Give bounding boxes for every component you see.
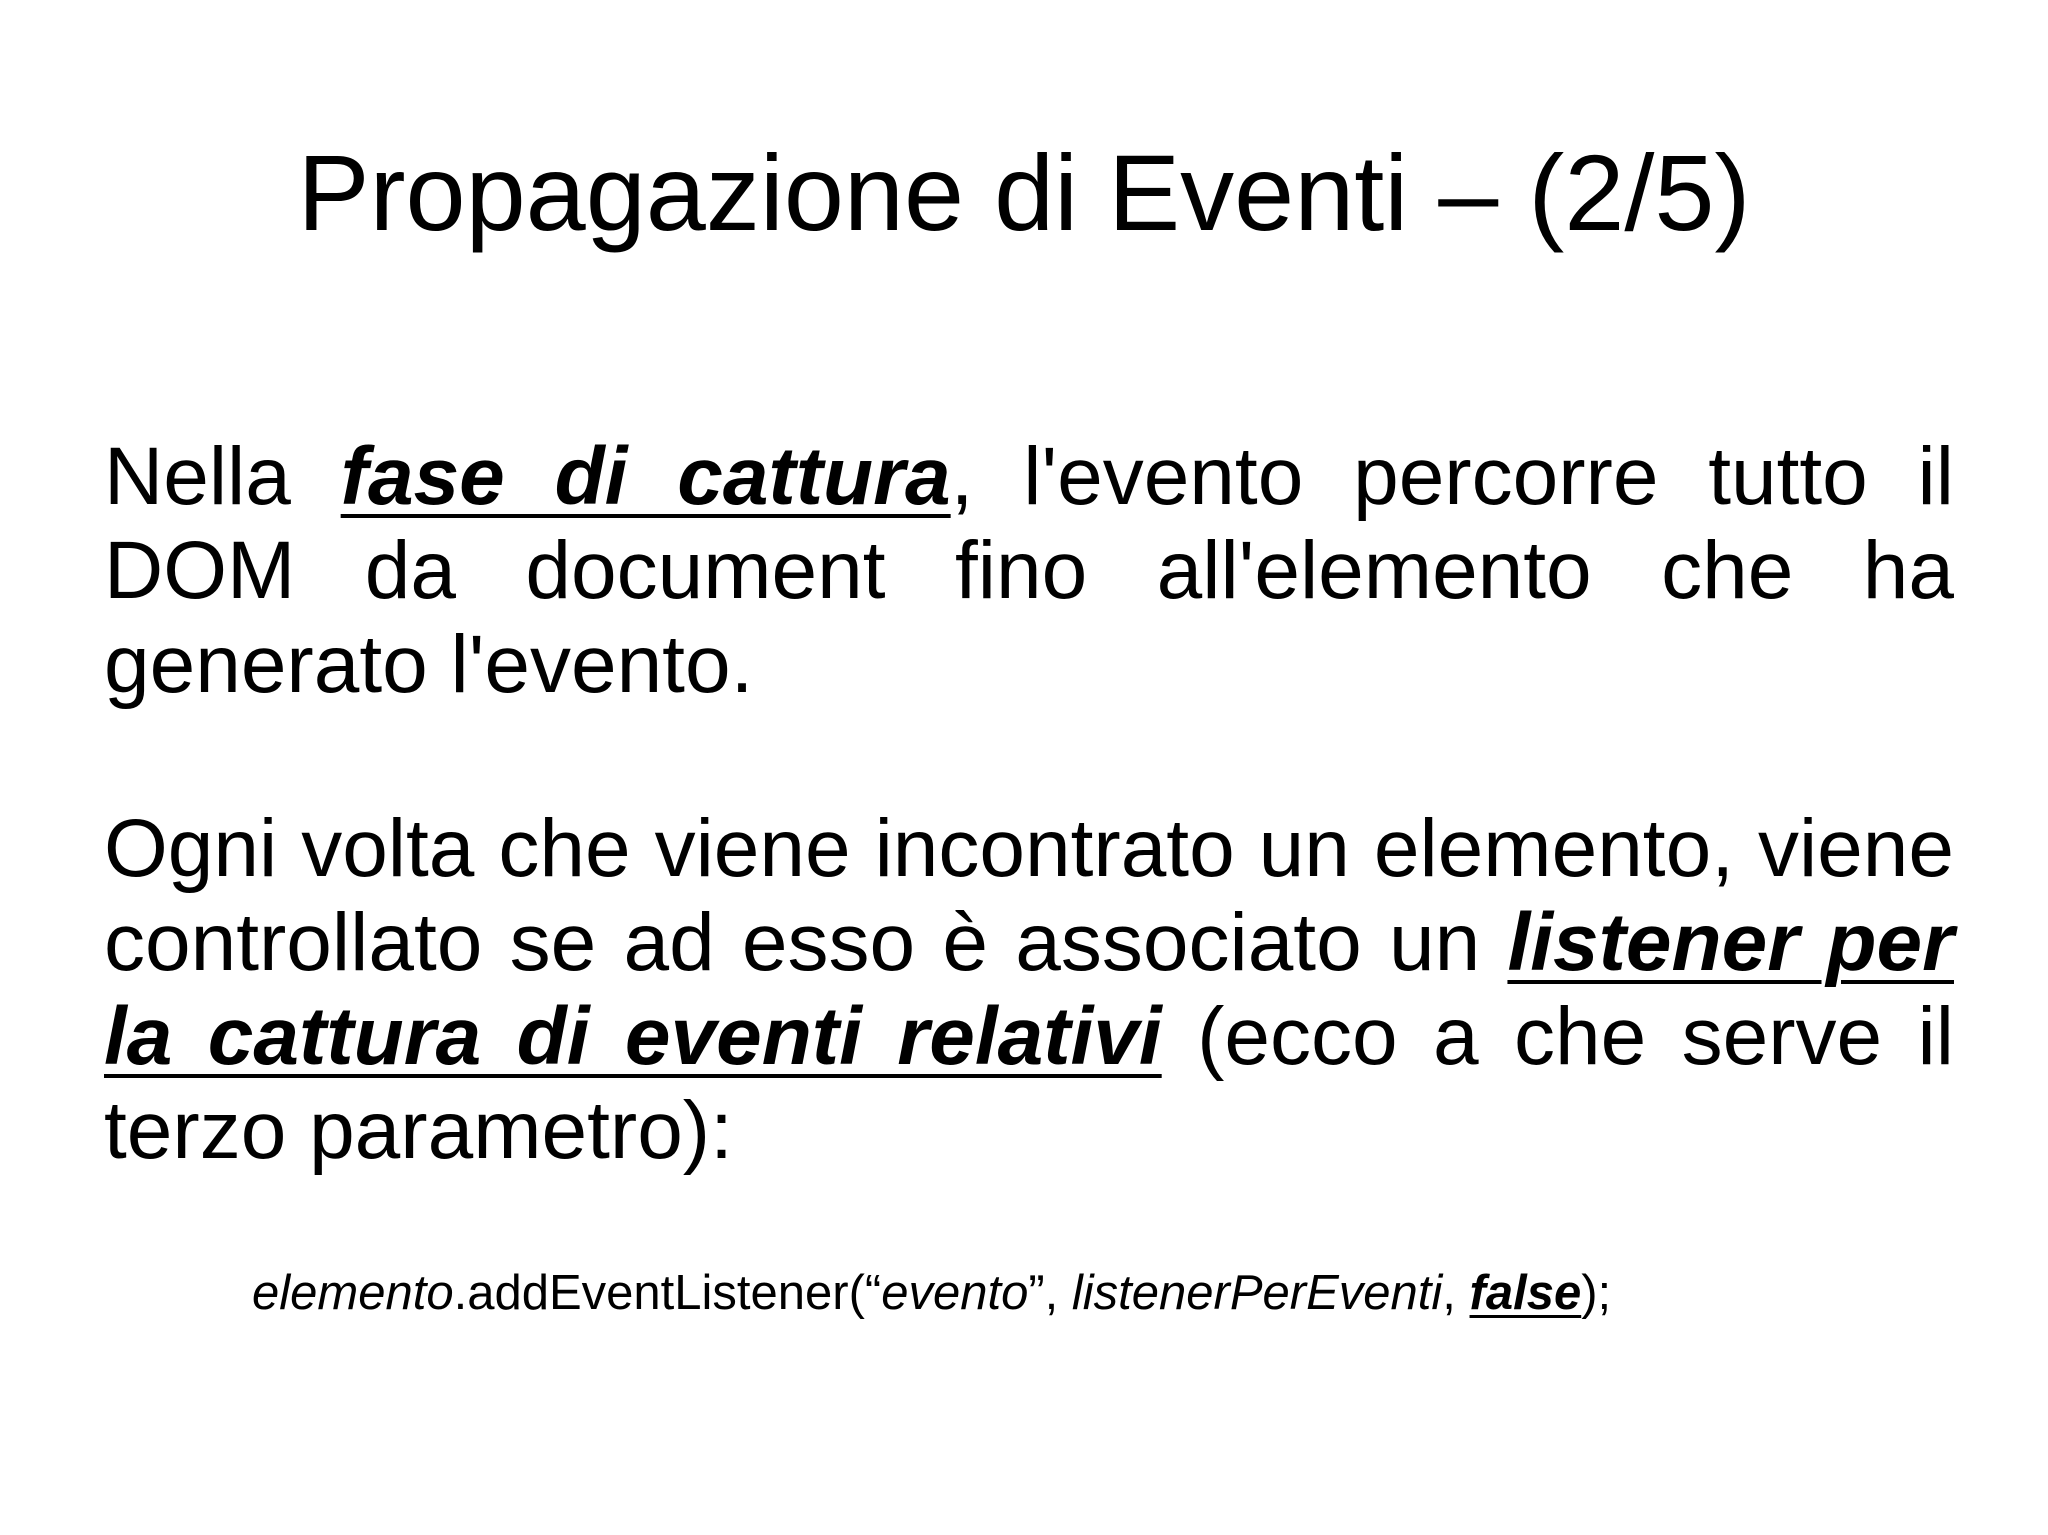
paragraph-1-suffix: , l'evento percorre tutto il DOM da document fino all'elemento che ha generato l'evento. [104,431,1954,710]
code-event-arg: evento [881,1266,1029,1320]
paragraph-capture-phase [104,430,1954,712]
paragraph-2-prefix: Ogni volta che viene incontrato un elemento, viene controllato se ad esso è associato un [104,803,1954,988]
code-separator-1: ”, [1028,1266,1072,1320]
slide-title: Propagazione di Eventi – (2/5) [297,132,1751,253]
code-listener-arg: listenerPerEventi [1071,1266,1443,1320]
capture-listener-term: listener per la cattura di eventi relativi [104,897,1954,1082]
capture-phase-term: fase di cattura [340,431,951,522]
paragraph-2-suffix: (ecco a che serve il terzo parametro): [104,991,1954,1176]
code-example [252,1263,1611,1323]
code-method: .addEventListener(“ [453,1266,882,1320]
code-object: elemento [252,1266,454,1320]
code-separator-2: , [1442,1266,1470,1320]
paragraph-listener-check [104,802,1954,1178]
code-end: ); [1581,1266,1612,1320]
code-capture-arg: false [1469,1266,1582,1320]
paragraph-1-prefix: Nella [104,431,341,522]
